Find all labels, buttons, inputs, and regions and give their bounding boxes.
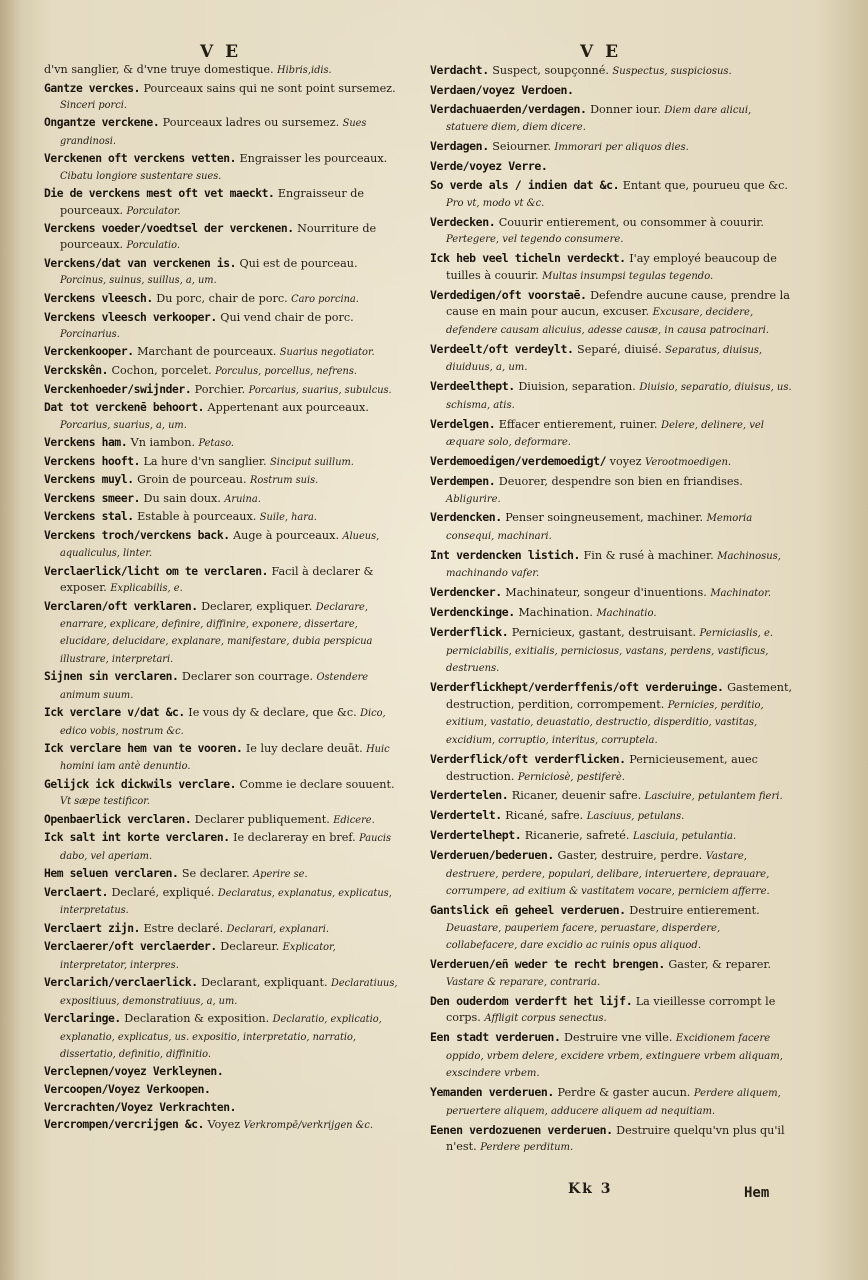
- dictionary-entry: [430, 341, 792, 377]
- french-gloss: Declaration & exposition.: [124, 1012, 270, 1026]
- dictionary-entry: [430, 177, 792, 212]
- latin-gloss: Caro porcina.: [291, 293, 359, 305]
- dictionary-entry: [44, 1011, 404, 1063]
- french-gloss: Entant que, pourueu que &c.: [622, 179, 788, 193]
- headword: Verclaert zijn.: [44, 921, 141, 935]
- latin-gloss: Paucis dabo, vel aperiam.: [60, 833, 392, 862]
- dictionary-entry: [44, 1117, 404, 1134]
- dictionary-entry: [430, 82, 792, 100]
- dictionary-entry: [44, 400, 404, 434]
- latin-gloss: Suspectus, suspiciosus.: [612, 66, 732, 77]
- headword: Verdertelt.: [430, 808, 502, 823]
- latin-gloss: Explicabilis, e.: [110, 583, 183, 595]
- dictionary-entry: [430, 158, 792, 176]
- latin-gloss: Vt sæpe testificor.: [60, 796, 151, 808]
- french-gloss: Pourceaux sains qui ne sont point sursemez.: [143, 81, 396, 95]
- running-header-right: V E: [580, 42, 622, 62]
- dictionary-entry: [430, 1029, 792, 1083]
- latin-gloss: Declaratus, explanatus, explicatus, interpretatus.: [60, 887, 392, 917]
- latin-gloss: Pernicies, perditio, exitium, vastatio, deuastatio, destructio, disperditio, vastitas, excidium, corruptio, interitus, corruptela.: [446, 699, 764, 747]
- dictionary-entry: [430, 473, 792, 508]
- french-gloss: Ie luy declare deuāt.: [245, 742, 363, 756]
- latin-gloss: Dico, edico vobis, nostrum &c.: [60, 708, 386, 737]
- headword: Verdemoedigen/verdemoedigt/: [430, 454, 607, 469]
- dictionary-entry: [44, 921, 404, 938]
- headword: Gantze verckes.: [44, 81, 141, 95]
- french-gloss: Separé, diuisé.: [577, 342, 662, 356]
- dictionary-entry: [430, 624, 792, 678]
- dictionary-entry: [430, 1122, 792, 1157]
- french-gloss: Destruire vne ville.: [563, 1031, 673, 1045]
- latin-gloss: Petaso.: [198, 438, 235, 450]
- headword: Verderuen/bederuen.: [430, 848, 554, 863]
- latin-gloss: Alueus, aqualiculus, linter.: [60, 531, 380, 560]
- headword: Verckens vleesch.: [44, 291, 153, 305]
- dictionary-entry: [430, 604, 792, 623]
- headword: Gantslick eñ geheel verderuen.: [430, 903, 626, 918]
- dictionary-entry: [430, 956, 792, 991]
- headword: Ongantze verckene.: [44, 116, 160, 130]
- headword: Ick verclare hem van te vooren.: [44, 742, 243, 756]
- headword: Verckenen oft verckens vetten.: [44, 152, 237, 166]
- headword: Gelijck ick dickwils verclare.: [44, 778, 237, 791]
- dictionary-entry: [44, 866, 404, 883]
- dictionary-entry: [430, 287, 792, 340]
- headword: Verckenhoeder/swijnder.: [44, 382, 192, 396]
- dictionary-entry: [44, 509, 404, 526]
- headword: Verdacht.: [430, 63, 489, 77]
- latin-gloss: Excidionem facere oppido, vrbem delere, excidere vrbem, extinguere vrbem aliquam, exscindere vrbem.: [446, 1033, 783, 1080]
- dictionary-entry: [44, 599, 404, 668]
- latin-gloss: Immorari per aliquos dies.: [554, 142, 689, 154]
- latin-gloss: Hibris,idis.: [277, 65, 332, 76]
- french-gloss: Ricaner, deuenir safre.: [511, 789, 642, 803]
- headword: Yemanden verderuen.: [430, 1085, 554, 1100]
- french-gloss: Destruire quelqu'vn plus qu'il n'est.: [446, 1123, 785, 1154]
- headword: Int verdencken listich.: [430, 547, 581, 562]
- latin-gloss: Porcarius, suarius, a, um.: [60, 419, 187, 431]
- latin-gloss: Cibatu longiore sustentare sues.: [60, 170, 222, 182]
- french-gloss: Declarer son courrage.: [181, 670, 314, 684]
- french-gloss: Declaré, expliqué.: [111, 885, 215, 899]
- running-header-left: V E: [200, 42, 242, 62]
- headword: Verdencker.: [430, 585, 502, 600]
- dictionary-entry: [430, 378, 792, 414]
- french-gloss: Ie declareray en bref.: [233, 831, 356, 845]
- dictionary-entry: [44, 382, 404, 399]
- headword: Ick heb veel ticheln verdeckt.: [430, 251, 626, 266]
- headword: Verdachuaerden/verdagen.: [430, 101, 587, 116]
- french-gloss: Pernicieux, gastant, destruisant.: [511, 626, 697, 640]
- dictionary-entry: [430, 547, 792, 583]
- headword: Verckens stal.: [44, 510, 134, 524]
- latin-gloss: Porcinus, suinus, suillus, a, um.: [60, 275, 217, 287]
- french-gloss: d'vn sanglier, & d'vne truye domestique.: [44, 63, 274, 76]
- french-gloss: Du sain doux.: [143, 491, 221, 505]
- french-gloss: Gastement, destruction, perdition, corrompement.: [446, 681, 793, 711]
- french-gloss: Appertenant aux pourceaux.: [207, 401, 369, 415]
- french-gloss: La hure d'vn sanglier.: [143, 454, 267, 468]
- latin-gloss: Vastare & reparare, contraria.: [446, 976, 601, 988]
- french-gloss: Se declarer.: [181, 867, 250, 881]
- french-gloss: Marchant de pourceaux.: [137, 345, 277, 359]
- french-gloss: Penser soingneusement, machiner.: [505, 511, 704, 525]
- french-gloss: Declareur.: [220, 940, 280, 954]
- dictionary-entry: [430, 679, 792, 749]
- dictionary-entry: [430, 138, 792, 157]
- dictionary-entry: [44, 1082, 404, 1098]
- dictionary-entry: [430, 250, 792, 285]
- dictionary-entry: [44, 669, 404, 704]
- dictionary-entry: [44, 454, 404, 471]
- headword: Verdedigen/oft voorstaē.: [430, 287, 587, 302]
- dictionary-entry: [44, 363, 404, 380]
- latin-gloss: Edicere.: [333, 814, 375, 826]
- latin-gloss: Multas insumpsi tegulas tegendo.: [542, 270, 714, 282]
- latin-gloss: Porcinarius.: [60, 328, 120, 340]
- headword: Verdenckinge.: [430, 605, 515, 620]
- headword: Openbaerlick verclaren.: [44, 812, 192, 826]
- french-gloss: Ie vous dy & declare, que &c.: [188, 706, 357, 720]
- latin-gloss: Porculus, porcellus, nefrens.: [215, 366, 358, 378]
- headword: Verde/voyez Verre.: [430, 159, 548, 174]
- dictionary-entry: [430, 751, 792, 786]
- french-gloss: Declarer, expliquer.: [201, 599, 313, 613]
- latin-gloss: Pro vt, modo vt &c.: [446, 197, 545, 209]
- french-gloss: Ricané, safre.: [505, 809, 584, 823]
- headword: Verdeelt/oft verdeylt.: [430, 341, 574, 356]
- french-gloss: Gaster, destruire, perdre.: [557, 849, 703, 863]
- french-gloss: Pernicieusement, auec destruction.: [446, 752, 758, 783]
- latin-gloss: Rostrum suis.: [249, 475, 319, 487]
- right-column: [430, 62, 792, 1158]
- dictionary-entry: [44, 885, 404, 920]
- catchword: Hem: [744, 1185, 770, 1201]
- latin-gloss: Porcarius, suarius, subulcus.: [248, 384, 392, 396]
- latin-gloss: Lasciuia, petulantia.: [632, 831, 737, 843]
- latin-gloss: Perniciaslis, e. perniciabilis, exitialis, perniciosus, vastans, perdens, vastificus, destruens.: [446, 628, 774, 675]
- french-gloss: Defendre aucune cause, prendre la cause en main pour aucun, excuser.: [446, 288, 790, 319]
- headword: Verdagen.: [430, 139, 489, 154]
- headword: Hem seluen verclaren.: [44, 867, 179, 881]
- latin-gloss: Declaratiuus, expositiuus, demonstratiuus, a, um.: [60, 978, 398, 1007]
- dictionary-entry: [44, 81, 404, 115]
- dictionary-entry: [44, 62, 404, 79]
- headword: Verckens troch/verckens back.: [44, 529, 230, 543]
- dictionary-entry: [44, 564, 404, 598]
- dictionary-entry: [430, 1084, 792, 1120]
- headword: Verclaren/oft verklaren.: [44, 599, 198, 613]
- headword: Een stadt verderuen.: [430, 1030, 561, 1045]
- french-gloss: Donner iour.: [590, 102, 661, 116]
- french-gloss: Gaster, & reparer.: [668, 958, 772, 972]
- headword: Verderuen/eñ weder te recht brengen.: [430, 957, 665, 972]
- latin-gloss: Sues grandinosi.: [60, 118, 367, 147]
- dictionary-entry: [430, 416, 792, 452]
- headword: Vercoopen/Voyez Verkoopen.: [44, 1083, 211, 1097]
- french-gloss: Fin & rusé à machiner.: [583, 548, 714, 562]
- french-gloss: Engraisseur de pourceaux.: [60, 187, 365, 217]
- dictionary-entry: [44, 812, 404, 829]
- headword: Verckens smeer.: [44, 491, 141, 505]
- latin-gloss: Porculatio.: [126, 240, 180, 252]
- latin-gloss: Aruina.: [224, 493, 261, 505]
- latin-gloss: Abligurire.: [446, 493, 501, 505]
- dictionary-entry: [44, 705, 404, 740]
- headword: Dat tot verckenē behoort.: [44, 401, 205, 415]
- french-gloss: Deuorer, despendre son bien en friandises.: [498, 474, 743, 488]
- headword: Sijnen sin verclaren.: [44, 670, 179, 684]
- latin-gloss: Delere, delinere, vel æquare solo, deformare.: [446, 419, 765, 449]
- dictionary-entry: [430, 584, 792, 603]
- french-gloss: Estable à pourceaux.: [137, 510, 257, 524]
- french-gloss: Declarer publiquement.: [194, 812, 330, 826]
- french-gloss: Machination.: [518, 606, 593, 620]
- headword: Verckenkooper.: [44, 345, 134, 359]
- dictionary-entry: [44, 939, 404, 974]
- left-column: [44, 62, 404, 1136]
- latin-gloss: Machinator.: [710, 588, 772, 600]
- headword: Verckens vleesch verkooper.: [44, 310, 217, 324]
- dictionary-entry: [44, 151, 404, 185]
- dictionary-entry: [430, 101, 792, 137]
- french-gloss: Machinateur, songeur d'inuentions.: [505, 586, 707, 600]
- french-gloss: I'ay employé beaucoup de tuilles à couurir.: [446, 252, 777, 282]
- latin-gloss: Diuisio, separatio, diuisus, us. schisma, atis.: [446, 382, 792, 411]
- dictionary-entry: [44, 1064, 404, 1080]
- dictionary-entry: [430, 214, 792, 249]
- dictionary-entry: [430, 993, 792, 1028]
- headword: Verckskên.: [44, 364, 109, 378]
- headword: Verckens muyl.: [44, 473, 134, 487]
- dictionary-entry: [44, 1100, 404, 1116]
- dictionary-entry: [430, 847, 792, 901]
- dictionary-entry: [44, 975, 404, 1010]
- headword: Die de verckens mest oft vet maeckt.: [44, 187, 275, 201]
- headword: Verderflickhept/verderffenis/oft verderuinge.: [430, 680, 724, 695]
- dictionary-entry: [430, 62, 792, 81]
- latin-gloss: Deuastare, pauperiem facere, peruastare, disperdere, collabefacere, dare excidio ac ruinis opus aliquod.: [446, 922, 721, 952]
- headword: Verdelgen.: [430, 416, 496, 431]
- dictionary-entry: [44, 115, 404, 150]
- french-gloss: Vn iambon.: [130, 436, 196, 450]
- latin-gloss: Affligit corpus senectus.: [484, 1013, 607, 1025]
- latin-gloss: Ostendere animum suum.: [60, 672, 369, 701]
- headword: Verdeelthept.: [430, 379, 515, 394]
- french-gloss: Seiourner.: [492, 140, 551, 154]
- dictionary-entry: [44, 491, 404, 508]
- french-gloss: Groin de pourceau.: [137, 473, 247, 487]
- french-gloss: Nourriture de pourceaux.: [60, 222, 377, 252]
- french-gloss: Couurir entierement, ou consommer à couurir.: [498, 215, 764, 229]
- dictionary-entry: [44, 741, 404, 776]
- latin-gloss: Perdere aliquem, peruertere aliquem, adducere aliquem ad nequitiam.: [446, 1088, 781, 1117]
- page-gutter: [0, 0, 22, 1280]
- headword: Verckens voeder/voedtsel der verckenen.: [44, 222, 294, 236]
- latin-gloss: Memoria consequi, machinari.: [446, 513, 753, 542]
- french-gloss: Voyez: [207, 1118, 241, 1132]
- headword: Verdecken.: [430, 214, 496, 229]
- headword: Verckens/dat van verckenen is.: [44, 257, 237, 271]
- latin-gloss: Machinatio.: [596, 608, 657, 620]
- french-gloss: Porchier.: [194, 382, 246, 396]
- headword: Verdempen.: [430, 473, 496, 488]
- latin-gloss: Excusare, decidere, defendere causam alicuius, adesse causæ, in causa patrocinari.: [446, 307, 770, 336]
- latin-gloss: Declaratio, explicatio, explanatio, explicatus, us. expositio, interpretatio, narratio, dissertatio, definitio, diffinitio.: [60, 1014, 382, 1060]
- french-gloss: Estre declaré.: [143, 921, 224, 935]
- french-gloss: Du porc, chair de porc.: [156, 291, 288, 305]
- headword: Verckens ham.: [44, 436, 128, 450]
- dictionary-entry: [430, 902, 792, 955]
- headword: Vercrompen/vercrijgen &c.: [44, 1118, 205, 1132]
- headword: Verclaerer/oft verclaerder.: [44, 940, 217, 954]
- french-gloss: Qui est de pourceau.: [239, 257, 358, 271]
- dictionary-entry: [44, 291, 404, 308]
- headword: Verdertelhept.: [430, 828, 522, 843]
- french-gloss: Cochon, porcelet.: [111, 364, 212, 378]
- latin-gloss: Aperire se.: [253, 869, 308, 881]
- latin-gloss: Perniciosè, pestiferè.: [517, 771, 625, 783]
- french-gloss: Ricanerie, safreté.: [524, 829, 630, 843]
- headword: Ick verclare v/dat &c.: [44, 706, 185, 720]
- headword: Vercrachten/Voyez Verkrachten.: [44, 1100, 237, 1114]
- latin-gloss: Declarari, explanari.: [226, 923, 329, 935]
- latin-gloss: Lasciuire, petulantem fieri.: [644, 791, 783, 803]
- headword: Verderflick/oft verderflicken.: [430, 751, 626, 766]
- dictionary-entry: [44, 310, 404, 344]
- french-gloss: Declarant, expliquant.: [201, 976, 328, 990]
- latin-gloss: Huic homini iam antè denuntio.: [60, 744, 390, 773]
- headword: So verde als / indien dat &c.: [430, 178, 620, 193]
- headword: Verdertelen.: [430, 788, 509, 803]
- headword: Verclepnen/voyez Verkleynen.: [44, 1065, 224, 1079]
- french-gloss: Destruire entierement.: [629, 904, 760, 918]
- latin-gloss: Lasciuus, petulans.: [586, 811, 685, 823]
- headword: Verclarich/verclaerlick.: [44, 976, 198, 990]
- headword: Verdaen/voyez Verdoen.: [430, 82, 574, 97]
- french-gloss: voyez: [609, 455, 642, 469]
- headword: Verderflick.: [430, 625, 509, 640]
- latin-gloss: Separatus, diuisus, diuiduus, a, um.: [446, 344, 763, 374]
- headword: Verclaert.: [44, 885, 109, 899]
- latin-gloss: Machinosus, machinando vafer.: [446, 550, 781, 580]
- dictionary-entry: [44, 830, 404, 865]
- dictionary-entry: [430, 509, 792, 545]
- latin-gloss: Suarius negotiator.: [279, 347, 375, 359]
- french-gloss: Suspect, soupçonné.: [492, 64, 609, 77]
- latin-gloss: Perdere perditum.: [480, 1142, 574, 1154]
- dictionary-entry: [44, 528, 404, 563]
- dictionary-entry: [44, 344, 404, 361]
- headword: Verclaringe.: [44, 1012, 121, 1026]
- dictionary-entry: [44, 256, 404, 290]
- dictionary-entry: [430, 827, 792, 846]
- latin-gloss: Verkrompē/verkrijgen &c.: [243, 1120, 374, 1132]
- latin-gloss: Vastare, destruere, perdere, populari, delibare, interuertere, deprauare, corrumpere, ad exitium & vastitatem vocare, perniciem afferre.: [446, 851, 770, 898]
- headword: Verdencken.: [430, 510, 502, 525]
- latin-gloss: Sinciput suillum.: [270, 456, 354, 468]
- latin-gloss: Declarare, enarrare, explicare, definire, diffinire, exponere, dissertare, elucidare, delucidare, explanare, manifestare, dubia perspicua illustrare, interpretari.: [60, 601, 373, 665]
- french-gloss: Engraisser les pourceaux.: [239, 152, 388, 166]
- latin-gloss: Suile, hara.: [259, 512, 317, 524]
- dictionary-entry: [44, 472, 404, 489]
- dictionary-entry: [44, 221, 404, 255]
- latin-gloss: Sinceri porci.: [60, 99, 127, 111]
- dictionary-entry: [44, 435, 404, 452]
- headword: Ick salt int korte verclaren.: [44, 831, 230, 845]
- french-gloss: Auge à pourceaux.: [233, 529, 340, 543]
- latin-gloss: Explicator, interpretator, interpres.: [60, 942, 336, 971]
- headword: Verclaerlick/licht om te verclaren.: [44, 564, 269, 578]
- latin-gloss: Verootmoedigen.: [645, 457, 732, 469]
- signature-mark: Kk 3: [568, 1181, 613, 1197]
- headword: Eenen verdozuenen verderuen.: [430, 1122, 613, 1137]
- french-gloss: Qui vend chair de porc.: [220, 310, 354, 324]
- dictionary-entry: [44, 777, 404, 811]
- latin-gloss: Pertegere, vel tegendo consumere.: [446, 234, 624, 246]
- french-gloss: Effacer entierement, ruiner.: [498, 417, 658, 431]
- dictionary-entry: [430, 453, 792, 472]
- headword: Verckens hooft.: [44, 454, 141, 468]
- dictionary-entry: [430, 807, 792, 826]
- latin-gloss: Porculator.: [126, 205, 181, 217]
- french-gloss: Comme ie declare souuent.: [239, 778, 395, 791]
- dictionary-entry: [430, 787, 792, 806]
- latin-gloss: Diem dare alicui, statuere diem, diem dicere.: [446, 104, 752, 134]
- french-gloss: La vieillesse corrompt le corps.: [446, 994, 776, 1025]
- french-gloss: Diuision, separation.: [518, 380, 636, 394]
- french-gloss: Pourceaux ladres ou sursemez.: [162, 116, 340, 130]
- dictionary-entry: [44, 186, 404, 220]
- french-gloss: Perdre & gaster aucun.: [557, 1086, 691, 1100]
- french-gloss: Facil à declarer & exposer.: [60, 564, 374, 595]
- headword: Den ouderdom verderft het lijf.: [430, 993, 633, 1008]
